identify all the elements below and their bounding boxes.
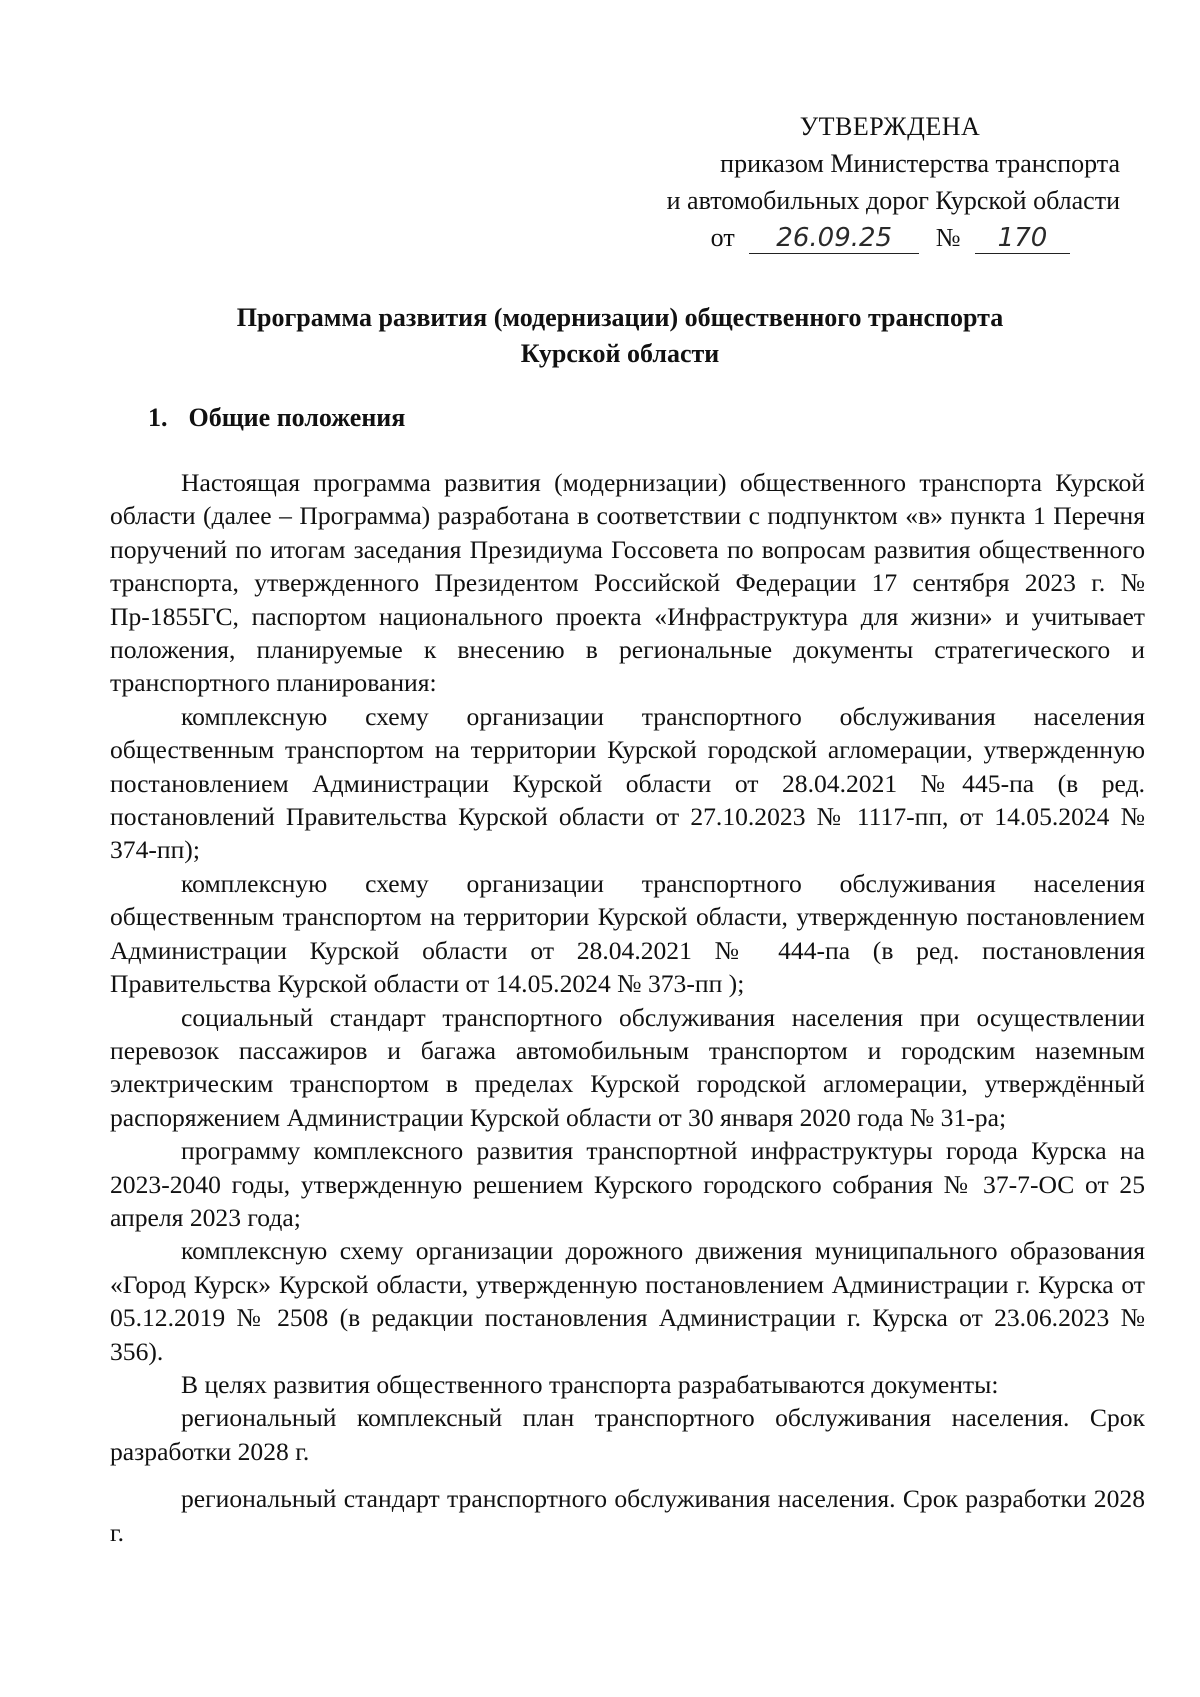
paragraph: В целях развития общественного транспорта разрабатываются документы: bbox=[181, 1369, 999, 1399]
number-label: № bbox=[935, 223, 961, 252]
approval-date-number-row bbox=[600, 219, 1120, 256]
approval-line-1: приказом Министерства транспорта bbox=[720, 149, 1120, 178]
paragraph: региональный комплексный план транспортного обслуживания населения. Срок разработки 2028 г. bbox=[110, 1403, 1145, 1466]
section-body bbox=[110, 466, 1145, 1549]
document-title-line-2: Курской области bbox=[520, 339, 720, 368]
paragraph: социальный стандарт транспортного обслуживания населения при осуществлении перевозок пассажиров и багажа автомобильным транспортом и городским наземным электрическим транспортом в пределах Курской городской агломерации, утверждённый распоряжением Администрации Курской области от 30 января 2020 года № 31-ра; bbox=[110, 1002, 1145, 1132]
approval-title: УТВЕРЖДЕНА bbox=[799, 112, 981, 141]
paragraph: программу комплексного развития транспортной инфраструктуры города Курска на 2023-2040 годы, утвержденную решением Курского городского собрания № 37-7-ОС от 25 апреля 2023 года; bbox=[110, 1136, 1145, 1232]
section-heading bbox=[148, 400, 405, 436]
paragraph: Настоящая программа развития (модернизации) общественного транспорта Курской области (далее – Программа) разработана в соответствии с подпунктом «в» пункта 1 Перечня поручений по итогам заседания Президиума Госсовета по вопросам развития общественного транспорта, утвержденного Президентом Российской Федерации 17 сентября 2023 г. № Пр-1855ГС, паспортом национального проекта «Инфраструктура для жизни» и учитывает положения, планируемые к внесению в региональные документы стратегического и транспортного планирования: bbox=[110, 468, 1145, 698]
approval-line-2: и автомобильных дорог Курской области bbox=[666, 186, 1120, 215]
approval-block bbox=[600, 108, 1120, 256]
paragraph: комплексную схему организации дорожного движения муниципального образования «Город Курск» Курской области, утвержденную постановлением Администрации г. Курска от 05.12.2019 № 2508 (в редакции постановления Администрации г. Курска от 23.06.2023 № 356). bbox=[110, 1236, 1145, 1366]
document-title bbox=[110, 300, 1130, 372]
section-title: Общие положения bbox=[188, 403, 406, 432]
section-number: 1. bbox=[148, 403, 168, 432]
handwritten-date: 26.09.25 bbox=[749, 223, 919, 254]
handwritten-number: 170 bbox=[975, 223, 1070, 254]
paragraph: региональный стандарт транспортного обслуживания населения. Срок разработки 2028 г. bbox=[110, 1484, 1145, 1547]
document-title-line-1: Программа развития (модернизации) общественного транспорта bbox=[236, 303, 1004, 332]
from-label: от bbox=[710, 223, 735, 252]
paragraph: комплексную схему организации транспортного обслуживания населения общественным транспортом на территории Курской области, утвержденную постановлением Администрации Курской области от 28.04.2021 № 444-па (в ред. постановления Правительства Курской области от 14.05.2024 № 373-пп ); bbox=[110, 868, 1145, 999]
paragraph: комплексную схему организации транспортного обслуживания населения общественным транспортом на территории Курской городской агломерации, утвержденную постановлением Администрации Курской области от 28.04.2021 №445-па (в ред. постановлений Правительства Курской области от 27.10.2023 № 1117-пп, от 14.05.2024 № 374-пп); bbox=[110, 701, 1145, 865]
